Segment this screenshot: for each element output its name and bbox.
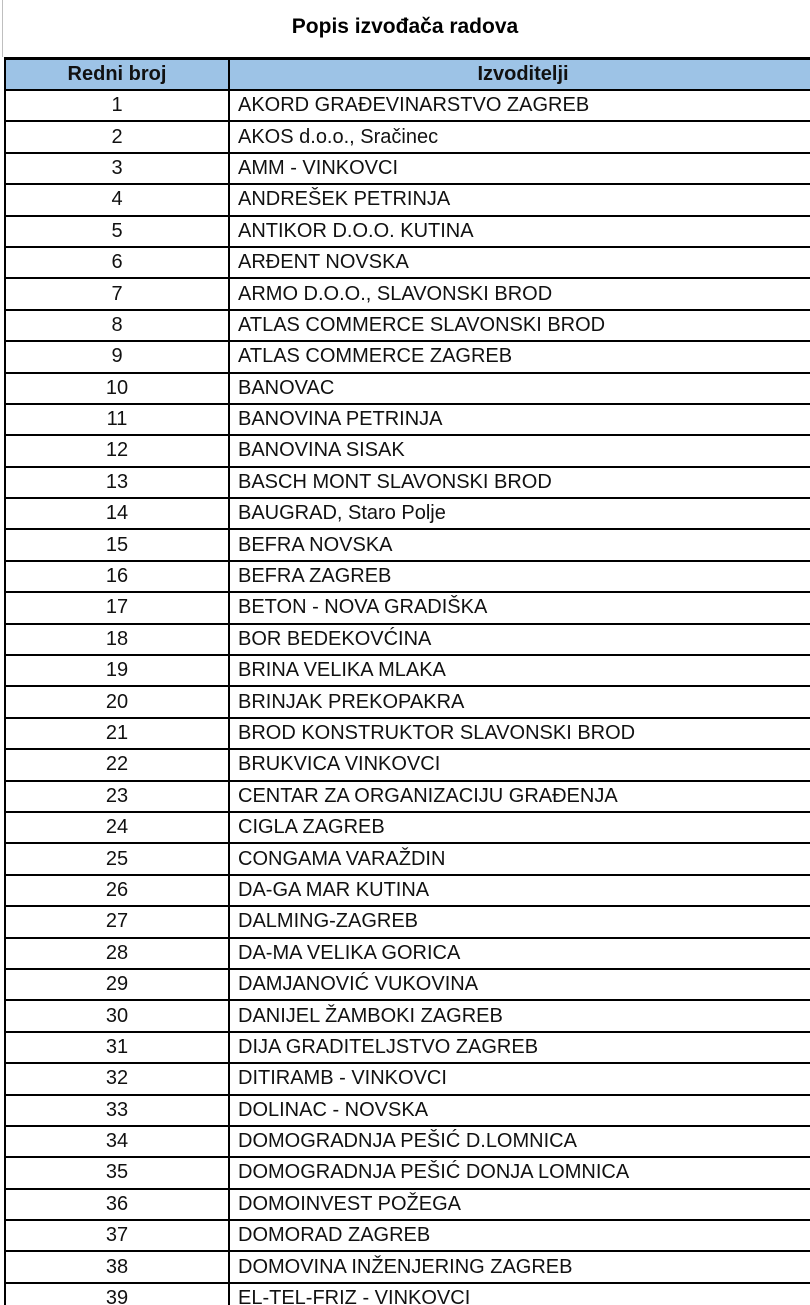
contractor-name-cell: ARMO D.O.O., SLAVONSKI BROD — [238, 282, 553, 305]
row-number-cell: 28 — [4, 939, 230, 968]
table-row — [4, 1127, 810, 1158]
contractor-name-cell: DAMJANOVIĆ VUKOVINA — [238, 973, 479, 996]
contractor-name-cell: BEFRA ZAGREB — [238, 565, 392, 588]
contractor-name-cell: BOR BEDEKOVĆINA — [238, 627, 432, 650]
table-row — [4, 1252, 810, 1283]
row-number-cell: 9 — [4, 342, 230, 371]
row-number-cell: 4 — [4, 185, 230, 214]
row-number-cell: 15 — [4, 530, 230, 559]
contractor-name-cell: ATLAS COMMERCE SLAVONSKI BROD — [238, 313, 606, 336]
table-row — [4, 719, 810, 750]
row-number-cell: 13 — [4, 468, 230, 497]
row-number-cell: 14 — [4, 499, 230, 528]
row-number-cell: 37 — [4, 1221, 230, 1250]
row-number-cell: 34 — [4, 1127, 230, 1156]
contractor-name-cell: DA-GA MAR KUTINA — [238, 878, 430, 901]
table-row — [4, 217, 810, 248]
row-number-cell: 21 — [4, 719, 230, 748]
table-body — [4, 91, 810, 1305]
table-row — [4, 1033, 810, 1064]
contractor-name-cell: BRUKVICA VINKOVCI — [238, 753, 441, 776]
contractor-name-cell: BRINA VELIKA MLAKA — [238, 659, 446, 682]
contractor-name-cell: DOMOVINA INŽENJERING ZAGREB — [238, 1255, 573, 1278]
contractor-name-cell: BRINJAK PREKOPAKRA — [238, 690, 465, 713]
table-row — [4, 876, 810, 907]
table-row — [4, 625, 810, 656]
contractor-name-cell: ATLAS COMMERCE ZAGREB — [238, 345, 513, 368]
row-number-cell: 10 — [4, 374, 230, 403]
page-title: Popis izvođača radova — [291, 15, 519, 38]
row-number-cell: 32 — [4, 1064, 230, 1093]
table-row — [4, 185, 810, 216]
table-row — [4, 436, 810, 467]
row-number-cell: 30 — [4, 1001, 230, 1030]
contractor-name-cell: BAUGRAD, Staro Polje — [238, 502, 446, 525]
contractor-name-cell: DANIJEL ŽAMBOKI ZAGREB — [238, 1004, 503, 1027]
contractor-name-cell: DOLINAC - NOVSKA — [238, 1098, 429, 1121]
contractor-name-cell: DALMING-ZAGREB — [238, 910, 419, 933]
header-izvoditelji: Izvoditelji — [477, 63, 569, 85]
table-row — [4, 530, 810, 561]
contractor-name-cell: BEFRA NOVSKA — [238, 533, 393, 556]
table-row — [4, 342, 810, 373]
row-number-cell: 36 — [4, 1190, 230, 1219]
table-row — [4, 1064, 810, 1095]
contractor-name-cell: DITIRAMB - VINKOVCI — [238, 1067, 447, 1090]
table-row — [4, 1001, 810, 1032]
table-row — [4, 122, 810, 153]
table-row — [4, 907, 810, 938]
row-number-cell: 17 — [4, 593, 230, 622]
row-number-cell: 24 — [4, 813, 230, 842]
contractor-name-cell: ARĐENT NOVSKA — [238, 251, 409, 274]
table-row — [4, 939, 810, 970]
left-gridline — [2, 0, 3, 57]
contractor-name-cell: EL-TEL-FRIZ - VINKOVCI — [238, 1287, 471, 1305]
contractor-name-cell: BANOVINA PETRINJA — [238, 408, 443, 431]
row-number-cell: 8 — [4, 311, 230, 340]
table-row — [4, 1284, 810, 1305]
contractor-name-cell: DOMOGRADNJA PEŠIĆ D.LOMNICA — [238, 1130, 577, 1153]
row-number-cell: 33 — [4, 1096, 230, 1125]
row-number-cell: 11 — [4, 405, 230, 434]
row-number-cell: 29 — [4, 970, 230, 999]
table-row — [4, 750, 810, 781]
row-number-cell: 27 — [4, 907, 230, 936]
row-number-cell: 1 — [4, 91, 230, 120]
row-number-cell: 3 — [4, 154, 230, 183]
row-number-cell: 2 — [4, 122, 230, 151]
row-number-cell: 16 — [4, 562, 230, 591]
table-row — [4, 248, 810, 279]
table-row — [4, 687, 810, 718]
contractor-name-cell: BETON - NOVA GRADIŠKA — [238, 596, 488, 619]
row-number-cell: 22 — [4, 750, 230, 779]
row-number-cell: 20 — [4, 687, 230, 716]
contractor-name-cell: CIGLA ZAGREB — [238, 816, 385, 839]
table-row — [4, 468, 810, 499]
contractor-name-cell: DIJA GRADITELJSTVO ZAGREB — [238, 1035, 539, 1058]
row-number-cell: 25 — [4, 844, 230, 873]
row-number-cell: 6 — [4, 248, 230, 277]
table-row — [4, 1221, 810, 1252]
row-number-cell: 18 — [4, 625, 230, 654]
table-row — [4, 1096, 810, 1127]
table-row — [4, 405, 810, 436]
row-number-cell: 7 — [4, 279, 230, 308]
table-row — [4, 154, 810, 185]
contractor-name-cell: DOMORAD ZAGREB — [238, 1224, 431, 1247]
table-row — [4, 782, 810, 813]
row-number-cell: 12 — [4, 436, 230, 465]
row-number-cell: 35 — [4, 1158, 230, 1187]
row-number-cell: 23 — [4, 782, 230, 811]
row-number-cell: 26 — [4, 876, 230, 905]
table-row — [4, 279, 810, 310]
table-row — [4, 593, 810, 624]
table-row — [4, 970, 810, 1001]
row-number-cell: 39 — [4, 1284, 230, 1305]
contractor-name-cell: AKORD GRAĐEVINARSTVO ZAGREB — [238, 94, 590, 117]
contractor-name-cell: DOMOINVEST POŽEGA — [238, 1192, 461, 1215]
table-row — [4, 1190, 810, 1221]
header-redni-broj: Redni broj — [4, 60, 230, 89]
contractor-name-cell: ANDREŠEK PETRINJA — [238, 188, 451, 211]
contractor-name-cell: BROD KONSTRUKTOR SLAVONSKI BROD — [238, 722, 636, 744]
contractor-name-cell: BANOVINA SISAK — [238, 439, 405, 462]
row-number-cell: 19 — [4, 656, 230, 685]
table-row — [4, 656, 810, 687]
table-row — [4, 91, 810, 122]
row-number-cell: 31 — [4, 1033, 230, 1062]
table-row — [4, 562, 810, 593]
table-row — [4, 813, 810, 844]
table-header-row — [4, 60, 810, 91]
contractor-name-cell: ANTIKOR D.O.O. KUTINA — [238, 219, 474, 242]
contractor-name-cell: AKOS d.o.o., Sračinec — [238, 125, 439, 148]
table-row — [4, 844, 810, 875]
table-row — [4, 499, 810, 530]
row-number-cell: 38 — [4, 1252, 230, 1281]
table-row — [4, 1158, 810, 1189]
contractor-name-cell: AMM - VINKOVCI — [238, 156, 399, 179]
contractor-name-cell: DOMOGRADNJA PEŠIĆ DONJA LOMNICA — [238, 1161, 630, 1184]
contractor-name-cell: CENTAR ZA ORGANIZACIJU GRAĐENJA — [238, 784, 618, 807]
contractor-name-cell: BASCH MONT SLAVONSKI BROD — [238, 470, 552, 493]
table-row — [4, 311, 810, 342]
row-number-cell: 5 — [4, 217, 230, 246]
contractors-table — [4, 57, 810, 1305]
title-area — [0, 0, 810, 57]
table-row — [4, 374, 810, 405]
contractor-name-cell: CONGAMA VARAŽDIN — [238, 847, 446, 870]
contractor-name-cell: DA-MA VELIKA GORICA — [238, 941, 461, 964]
contractor-name-cell: BANOVAC — [238, 376, 335, 399]
